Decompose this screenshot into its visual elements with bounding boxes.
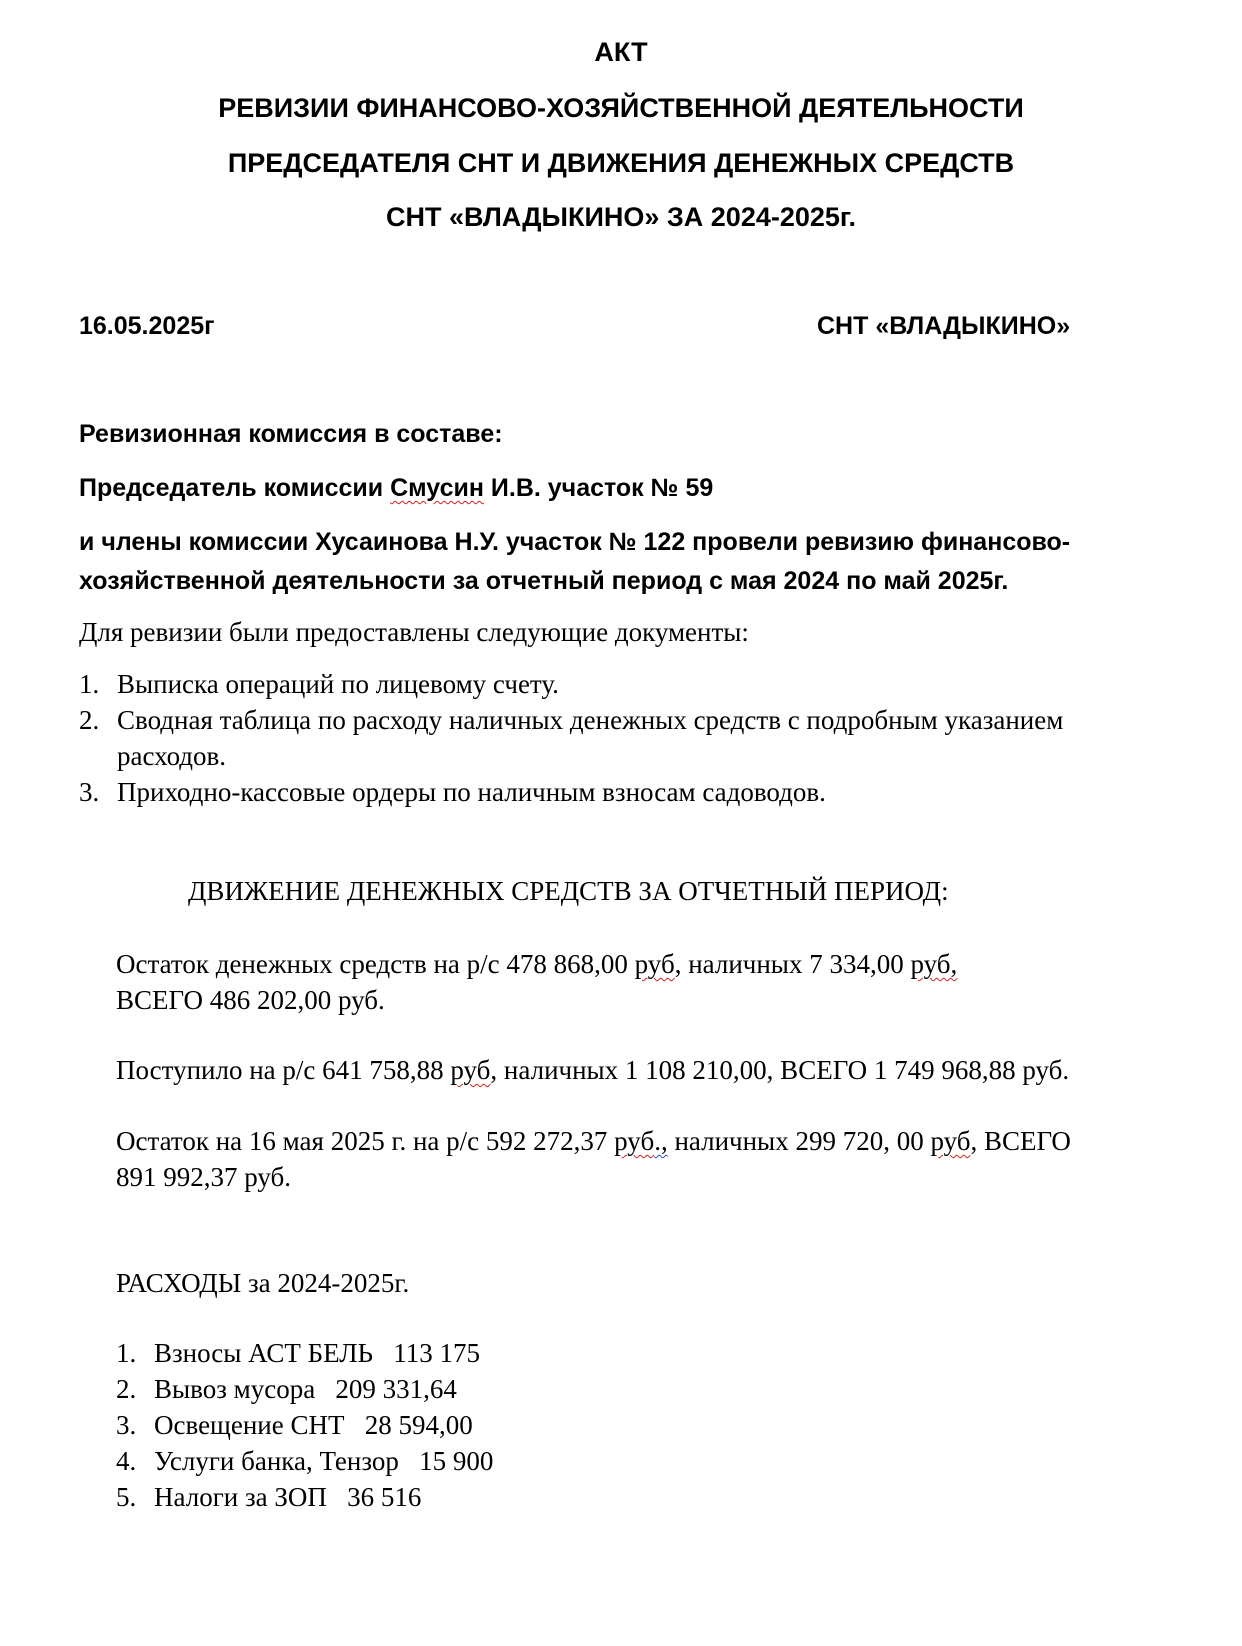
chair-prefix: Председатель комиссии [79, 474, 391, 502]
list-item-number: 3. [79, 777, 100, 807]
closing-balance-total-label: , ВСЕГО [970, 1126, 1071, 1156]
list-item-number: 3. [116, 1410, 137, 1440]
list-item [116, 1479, 493, 1515]
list-item [116, 1371, 493, 1407]
list-item-number: 5. [116, 1482, 137, 1512]
list-item [79, 702, 1063, 774]
list-item-text: Вывоз мусора 209 331,64 [154, 1374, 457, 1404]
closing-balance [116, 1123, 1071, 1159]
list-item [116, 1335, 493, 1371]
list-item-number: 2. [116, 1374, 137, 1404]
commission-chair [79, 471, 713, 505]
list-item-text: Приходно-кассовые ордеры по наличным взносам садоводов. [117, 777, 826, 807]
currency-rub: руб, [910, 949, 958, 979]
list-item-number: 1. [79, 669, 100, 699]
currency-rub: руб [634, 949, 675, 979]
expenses-heading: РАСХОДЫ за 2024-2025г. [116, 1268, 410, 1298]
opening-balance-cash: , наличных 7 334,00 [674, 949, 911, 979]
document-subtitle-1: РЕВИЗИИ ФИНАНСОВО-ХОЗЯЙСТВЕННОЙ ДЕЯТЕЛЬНОСТИ [218, 93, 1024, 123]
list-item-text: Сводная таблица по расходу наличных денежных средств с подробным указанием [117, 705, 1064, 735]
opening-balance [116, 946, 957, 982]
closing-balance-total: 891 992,37 руб. [116, 1162, 292, 1192]
commission-members-line-1: и члены комиссии Хусаинова Н.У. участок № 122 провели ревизию финансово- [79, 528, 1071, 556]
opening-balance-total: ВСЕГО 486 202,00 руб. [116, 985, 385, 1015]
currency-rub: руб [614, 1126, 655, 1156]
document-subtitle-3: СНТ «ВЛАДЫКИНО» ЗА 2024-2025г. [386, 202, 856, 232]
list-item-text: Налоги за ЗОП 36 516 [154, 1482, 422, 1512]
list-item-text: Взносы АСТ БЕЛЬ 113 175 [154, 1338, 481, 1368]
document-title: АКТ [594, 37, 648, 67]
organization-name: СНТ «ВЛАДЫКИНО» [817, 312, 1071, 340]
currency-rub: руб [450, 1055, 491, 1085]
list-item [116, 1407, 493, 1443]
commission-heading: Ревизионная комиссия в составе: [79, 420, 503, 448]
chair-surname: Смусин [390, 474, 484, 502]
document-date: 16.05.2025г [79, 312, 215, 340]
list-item [116, 1443, 493, 1479]
list-item [79, 666, 1063, 702]
opening-balance-account: Остаток денежных средств на р/с 478 868,00 [116, 949, 635, 979]
document-subtitle-2: ПРЕДСЕДАТЕЛЯ СНТ И ДВИЖЕНИЯ ДЕНЕЖНЫХ СРЕДСТВ [227, 148, 1015, 178]
list-item [79, 774, 1063, 810]
list-item-number: 4. [116, 1446, 137, 1476]
documents-list [79, 666, 1063, 810]
chair-suffix: И.В. участок № 59 [483, 474, 714, 502]
documents-intro: Для ревизии были предоставлены следующие документы: [79, 617, 749, 647]
received-funds [116, 1052, 1069, 1088]
list-item-number: 2. [79, 705, 100, 735]
received-account: Поступило на р/с 641 758,88 [116, 1055, 451, 1085]
list-item-number: 1. [116, 1338, 137, 1368]
commission-members-line-2: хозяйственной деятельности за отчетный период с мая 2024 по май 2025г. [79, 567, 1009, 595]
currency-rub: руб [930, 1126, 971, 1156]
movement-heading: ДВИЖЕНИЕ ДЕНЕЖНЫХ СРЕДСТВ ЗА ОТЧЕТНЫЙ ПЕРИОД: [188, 876, 949, 906]
list-item-text: Услуги банка, Тензор 15 900 [154, 1446, 494, 1476]
closing-balance-account: Остаток на 16 мая 2025 г. на р/с 592 272,37 [116, 1126, 615, 1156]
expenses-list [116, 1335, 493, 1515]
closing-balance-cash: наличных 299 720, 00 [667, 1126, 931, 1156]
list-item-text: Освещение СНТ 28 594,00 [154, 1410, 473, 1440]
list-item-text: Выписка операций по лицевому счету. [117, 669, 559, 699]
list-item-text-continuation: расходов. [117, 741, 227, 771]
received-cash-total: , наличных 1 108 210,00, ВСЕГО 1 749 968,88 руб. [490, 1055, 1070, 1085]
punctuation-mark: ., [654, 1126, 668, 1156]
